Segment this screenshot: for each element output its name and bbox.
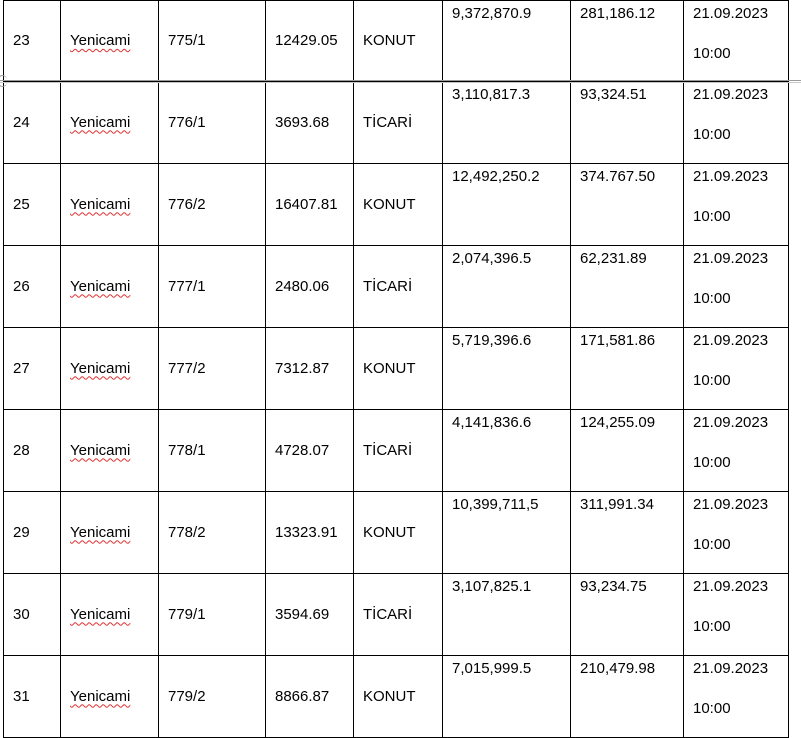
area-size: 3594.69 (275, 605, 330, 623)
table-row (4, 328, 789, 410)
tender-date: 21.09.2023 (693, 86, 769, 103)
table-row (4, 656, 789, 738)
tender-date: 21.09.2023 (693, 578, 769, 595)
tender-time: 10:00 (693, 45, 731, 62)
area-size: 4728.07 (275, 441, 330, 459)
row-number: 27 (13, 359, 30, 377)
deposit-amount: 374.767.50 (580, 168, 656, 185)
table-row (4, 492, 789, 574)
table-row (4, 410, 789, 492)
area-name: Yenicami (70, 605, 131, 623)
parcel-number: 777/2 (168, 359, 206, 377)
area-size: 12429.05 (275, 32, 338, 49)
row-number: 25 (13, 195, 30, 213)
parcel-table (3, 0, 789, 738)
tender-date: 21.09.2023 (693, 5, 769, 22)
area-name: Yenicami (70, 441, 131, 459)
estimated-value: 5,719,396.6 (452, 332, 532, 349)
parcel-number: 779/2 (168, 687, 206, 705)
deposit-amount: 210,479.98 (580, 660, 656, 677)
estimated-value: 3,110,817.3 (452, 86, 531, 103)
estimated-value: 2,074,396.5 (452, 250, 532, 267)
area-name: Yenicami (70, 113, 131, 131)
estimated-value: 3,107,825.1 (452, 578, 532, 595)
tender-date: 21.09.2023 (693, 414, 769, 431)
area-size: 2480.06 (275, 277, 330, 295)
estimated-value: 10,399,711,5 (452, 496, 539, 513)
estimated-value: 9,372,870.9 (452, 5, 532, 22)
area-size: 3693.68 (275, 113, 330, 131)
row-number: 24 (13, 113, 30, 131)
land-use: TİCARİ (363, 605, 413, 623)
tender-time: 10:00 (693, 454, 731, 471)
tender-date: 21.09.2023 (693, 332, 769, 349)
estimated-value: 4,141,836.6 (452, 414, 532, 431)
page-break-line (0, 80, 801, 83)
area-name: Yenicami (70, 687, 131, 705)
land-use: KONUT (363, 687, 416, 705)
tender-date: 21.09.2023 (693, 660, 769, 677)
area-size: 13323.91 (275, 523, 338, 541)
deposit-amount: 93,234.75 (580, 578, 647, 595)
tender-time: 10:00 (693, 700, 731, 717)
land-use: TİCARİ (363, 277, 413, 295)
row-number: 26 (13, 277, 30, 295)
row-number: 23 (13, 32, 30, 49)
parcel-number: 775/1 (168, 32, 206, 49)
land-use: KONUT (363, 32, 416, 49)
page-break-handle[interactable] (0, 75, 7, 87)
table-row (4, 82, 789, 164)
tender-time: 10:00 (693, 372, 731, 389)
parcel-number: 776/2 (168, 195, 206, 213)
area-name: Yenicami (70, 277, 131, 295)
area-name: Yenicami (70, 195, 131, 213)
land-use: KONUT (363, 523, 416, 541)
area-name: Yenicami (70, 32, 131, 49)
area-size: 16407.81 (275, 195, 338, 213)
tender-time: 10:00 (693, 536, 731, 553)
tender-time: 10:00 (693, 126, 731, 143)
land-use: KONUT (363, 359, 416, 377)
deposit-amount: 281,186.12 (580, 5, 656, 22)
deposit-amount: 311,991.34 (580, 496, 654, 513)
tender-date: 21.09.2023 (693, 250, 769, 267)
area-size: 8866.87 (275, 687, 330, 705)
parcel-number: 779/1 (168, 605, 206, 623)
estimated-value: 7,015,999.5 (452, 660, 532, 677)
tender-time: 10:00 (693, 290, 731, 307)
row-number: 30 (13, 605, 30, 623)
table-body (4, 1, 789, 738)
area-name: Yenicami (70, 359, 131, 377)
table-row (4, 1, 789, 82)
deposit-amount: 171,581.86 (580, 332, 656, 349)
tender-time: 10:00 (693, 618, 731, 635)
area-size: 7312.87 (275, 359, 330, 377)
tender-date: 21.09.2023 (693, 496, 769, 513)
parcel-number: 778/2 (168, 523, 206, 541)
parcel-number: 776/1 (168, 113, 206, 131)
parcel-number: 777/1 (168, 277, 206, 295)
table-row (4, 574, 789, 656)
row-number: 28 (13, 441, 30, 459)
tender-date: 21.09.2023 (693, 168, 769, 185)
table-row (4, 164, 789, 246)
tender-time: 10:00 (693, 208, 731, 225)
land-use: TİCARİ (363, 113, 413, 131)
deposit-amount: 93,324.51 (580, 86, 647, 103)
row-number: 29 (13, 523, 30, 541)
deposit-amount: 62,231.89 (580, 250, 647, 267)
area-name: Yenicami (70, 523, 131, 541)
parcel-number: 778/1 (168, 441, 206, 459)
land-use: KONUT (363, 195, 416, 213)
table-row (4, 246, 789, 328)
estimated-value: 12,492,250.2 (452, 168, 540, 185)
deposit-amount: 124,255.09 (580, 414, 656, 431)
land-use: TİCARİ (363, 441, 413, 459)
row-number: 31 (13, 687, 30, 705)
